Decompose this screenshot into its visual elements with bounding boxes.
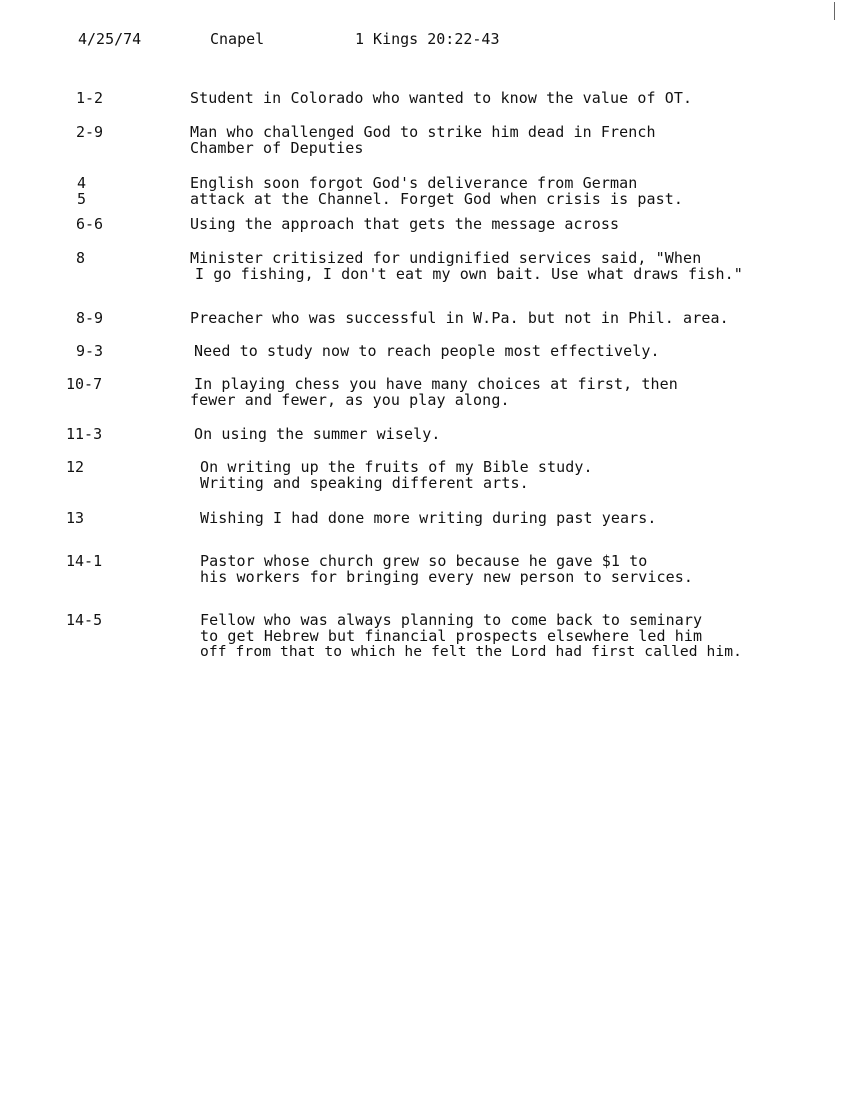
entry-line: Writing and speaking different arts.	[200, 474, 529, 492]
entry-ref: 9-3	[76, 342, 104, 360]
entry-line: On using the summer wisely.	[194, 425, 441, 443]
entry-line: On writing up the fruits of my Bible study.	[200, 458, 593, 476]
entry-line: Fellow who was always planning to come back to seminary	[200, 611, 703, 629]
entry-ref: 2-9	[76, 123, 104, 141]
entry-line: Preacher who was successful in W.Pa. but not in Phil. area.	[190, 309, 729, 327]
entry-line: Need to study now to reach people most effectively.	[194, 342, 660, 360]
header-scripture: 1 Kings 20:22-43	[355, 30, 500, 48]
entry-line: Pastor whose church grew so because he gave $1 to	[200, 552, 648, 570]
entry-line: Chamber of Deputies	[190, 139, 364, 157]
entry-ref: 1-2	[76, 89, 104, 107]
entry-ref: 8-9	[76, 309, 104, 327]
header-title: Cnapel	[210, 30, 265, 48]
entry-line: English soon forgot God's deliverance from German	[190, 174, 638, 192]
entry-ref: 14-5	[66, 611, 103, 629]
entry-ref: 11-3	[66, 425, 103, 443]
entry-line: Student in Colorado who wanted to know the value of OT.	[190, 89, 693, 107]
entry-line: I go fishing, I don't eat my own bait. Use what draws fish."	[195, 265, 743, 283]
entry-line: off from that to which he felt the Lord had first called him.	[200, 643, 743, 660]
entry-ref: 10-7	[66, 375, 103, 393]
entry-line: fewer and fewer, as you play along.	[190, 391, 510, 409]
entry-ref: 12	[66, 458, 85, 476]
header-date: 4/25/74	[78, 30, 142, 48]
entry-ref: 14-1	[66, 552, 103, 570]
entry-line: In playing chess you have many choices at first, then	[194, 375, 678, 393]
entry-line: to get Hebrew but financial prospects elsewhere led him	[200, 627, 703, 645]
entry-line: his workers for bringing every new person to services.	[200, 568, 694, 586]
scan-artifact	[834, 2, 835, 20]
entry-line: Using the approach that gets the message across	[190, 215, 620, 233]
entry-line: Minister critisized for undignified services said, "When	[190, 249, 702, 267]
entry-ref: 6-6	[76, 215, 104, 233]
entry-line: Wishing I had done more writing during past years.	[200, 509, 657, 527]
entry-line: attack at the Channel. Forget God when crisis is past.	[190, 190, 684, 208]
entry-ref: 4 5	[77, 174, 87, 208]
entry-ref: 8	[76, 249, 86, 267]
entry-line: Man who challenged God to strike him dead in French	[190, 123, 656, 141]
entry-ref: 13	[66, 509, 85, 527]
